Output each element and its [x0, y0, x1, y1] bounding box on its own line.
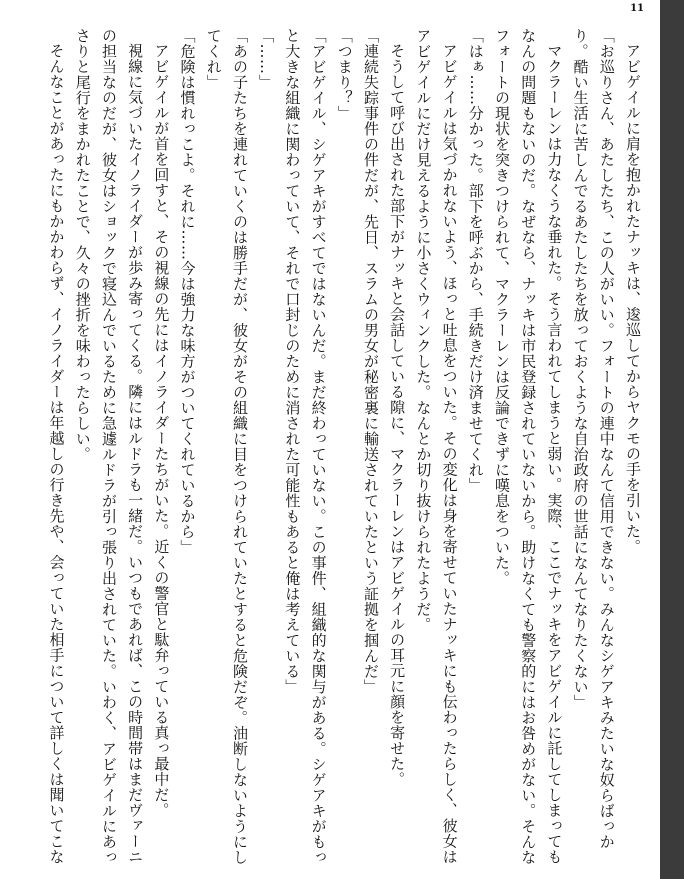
paragraph: 「アビゲイル、シゲアキがすべてではないんだ。まだ終わっていない。この事件、組織的な関与がある。シゲアキがもっと大きな組織に関わっていて、それで口封じのために消された可能性もあると俺は考えている」: [283, 28, 328, 865]
paragraph: 「つまり？」: [335, 28, 354, 121]
paragraph: アビゲイルに肩を抱かれたナッキは、逡巡してからヤクモの手を引いた。: [624, 43, 642, 555]
paragraph: そうして呼び出された部下がナッキと会話している隙に、マクラーレンはアビゲイルの耳元に顔を寄せた。: [388, 43, 407, 787]
viewer-scrollbar[interactable]: [660, 0, 684, 879]
paragraph: マクラーレンは力なくうな垂れた。そう言われてしまうと弱い。実際、ここでナッキをアビゲイルに託してしまってもなんの問題もないのだ。なぜなら、ナッキは市民登録されていないから。助けなくても警察的にはお咎めがない。そんなフォートの現状を突きつけられて、マクラーレンは反論できずに嘆息をついた。: [492, 28, 564, 865]
paragraph: そんなことがあったにもかかわらず、イノライダーは年越しの行き先や、会っていた相手について詳しくは聞いてこな: [47, 43, 66, 865]
paragraph: 「はぁ……分かった。部下を呼ぶから、手続きだけ済ませてくれ」: [466, 28, 485, 493]
paragraph: 視線に気づいたイノライダーが歩み寄ってくる。隣にはルドラも一緒だ。いつもであれば、この時間帯はまだヴァーニの担当なのだが、彼女はショックで寝込んでいるために急遽ルドラが引っ張り出されていた。いわく、アビゲイルにあっさりと尾行をまかれたことで、久々の挫折を味わったらしい。: [73, 28, 145, 865]
paragraph: 「あの子たちを連れていくのは勝手だが、彼女がその組織に目をつけられていたとすると危険だぞ。油断しないようにしてくれ」: [204, 28, 249, 865]
paragraph: 「連続失踪事件の件だが、先日、スラムの男女が秘密裏に輸送されていたという証拠を掴んだ」: [361, 28, 380, 695]
paragraph: アビゲイルが首を回すと、その視線の先にはイノライダーたちがいた。近くの警官と駄弁っている真っ最中だ。: [152, 43, 171, 818]
novel-body-text: [43, 28, 646, 868]
paragraph: 「お巡りさん、あたしたち、この人がいい。フォートの連中なんて信用できない。みんなシゲアキみたいな奴らばっかり。酷い生活に苦しんでるあたしたちを放っておくような自治政府の世話になんてなりたくない」: [571, 28, 616, 850]
paragraph: 「危険は慣れっこよ。それに……今は強力な味方がついてくれているから」: [178, 28, 197, 555]
paragraph: 「……」: [257, 28, 276, 90]
paragraph: アビゲイルは気づかれないよう、ほっと吐息をついた。その変化は身を寄せていたナッキにも伝わったらしく、彼女はアビゲイルにだけ見えるように小さくウィンクした。なんとか切り抜けられたようだ。: [414, 28, 459, 865]
page-number: 11: [630, 3, 644, 14]
